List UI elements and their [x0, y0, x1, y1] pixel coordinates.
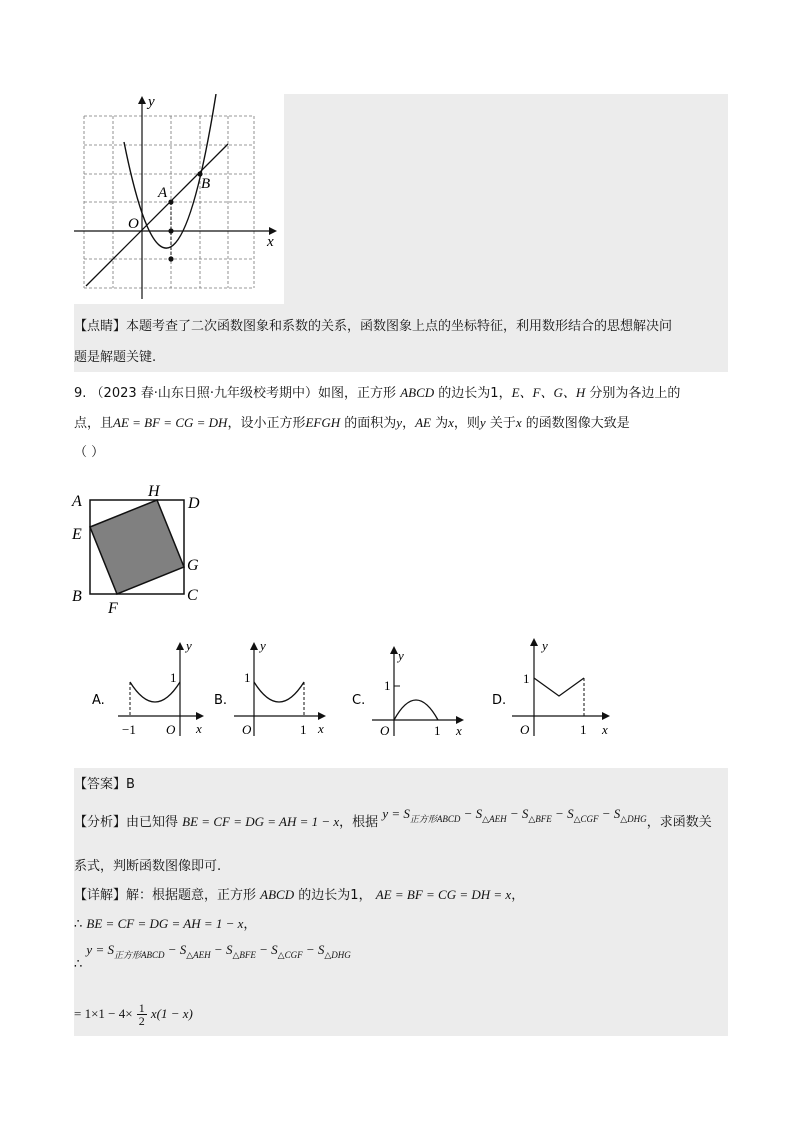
q-text-7: 的面积为 — [344, 416, 397, 431]
option-A-label: A. — [92, 693, 105, 708]
option-B-x-one: 1 — [300, 722, 307, 737]
detail-line-2 — [74, 914, 256, 935]
option-B-one: 1 — [244, 670, 251, 685]
dianjing-text-2: 题是解题关键. — [74, 350, 157, 365]
question-line-3 — [74, 443, 104, 463]
option-C-origin: O — [380, 723, 390, 738]
question-line-1 — [74, 383, 680, 404]
s-symbol: S — [107, 942, 114, 957]
fig-label-C: C — [187, 587, 198, 604]
s-symbol: S — [271, 942, 278, 957]
calc-suffix: x(1 − x) — [150, 1006, 193, 1021]
sub-cgf-2: △CGF — [277, 950, 303, 960]
point-vertex — [168, 256, 173, 261]
q-equal-segments: AE = BF = CG = DH — [113, 415, 228, 430]
question-number: 9. — [74, 386, 87, 401]
sub-abcd: 正方形ABCD — [409, 814, 461, 824]
option-D-one: 1 — [523, 671, 530, 686]
graph-label-B: B — [201, 176, 211, 192]
graph-label-y: y — [148, 94, 155, 110]
q-var-x-2: x — [515, 415, 522, 430]
option-B-graph[interactable] — [212, 636, 342, 746]
analysis-tag: 【分析】 — [74, 815, 127, 830]
question-source: （2023 春·山东日照·九年级校考期中） — [90, 386, 319, 401]
detail-equation: AE = BF = CG = DH = x — [375, 887, 512, 902]
q-var-x: x — [448, 415, 454, 430]
option-C-y: y — [398, 648, 404, 663]
q-text-4: 分别为各边上的 — [589, 386, 681, 401]
option-C-x: x — [456, 723, 462, 738]
detail-text-3: ， — [358, 888, 372, 903]
q-text-3: ， — [498, 386, 512, 401]
analysis-text-4: 系式，判断函数图像即可. — [74, 859, 222, 874]
fraction-numerator: 1 — [138, 1001, 145, 1015]
fig-label-F: F — [108, 600, 118, 617]
q-var-y: y — [396, 415, 403, 430]
option-B-origin: O — [242, 722, 252, 737]
area-formula-1: $y = S_{正方形ABCD} - S_{\triangle AEH} - S_{\triangle BFE} - S_{\triangle CGF} - S_{\triangle DHG}$ — [382, 806, 647, 824]
q-text-1: 如图，正方形 — [318, 386, 397, 401]
q-text-6: ，设小正方形 — [227, 416, 306, 431]
option-D-x: x — [602, 722, 608, 737]
analysis-line-1 — [74, 806, 712, 837]
q-text-9: 为 — [435, 416, 449, 431]
q-var-y-2: y — [479, 415, 486, 430]
fig-label-A: A — [72, 493, 82, 510]
answer-line — [74, 775, 135, 795]
detail-text-1: 解：根据题意，正方形 — [126, 888, 257, 903]
therefore-symbol-2: ∴ — [74, 957, 83, 972]
detail-text-2: 的边长为 — [298, 888, 351, 903]
option-B-label: B. — [214, 693, 228, 708]
analysis-text-3: ，求函数关 — [646, 815, 712, 830]
q-text-8: ， — [402, 416, 416, 431]
detail-line-1 — [74, 885, 524, 906]
s-symbol: S — [403, 806, 410, 821]
detail-line-4 — [74, 1002, 193, 1027]
option-D-graph[interactable] — [490, 630, 625, 745]
sub-aeh-2: △AEH — [186, 950, 211, 960]
option-A-origin: O — [166, 722, 176, 737]
sub-dhg: △DHG — [620, 814, 647, 824]
q-text-2: 的边长为 — [438, 386, 491, 401]
dianjing-line-2 — [74, 348, 156, 368]
graph-label-origin: O — [128, 216, 139, 232]
option-D-x-one: 1 — [580, 722, 587, 737]
fraction-half — [137, 1002, 147, 1027]
option-B-y: y — [260, 638, 266, 653]
analysis-line-2 — [74, 857, 221, 877]
q-square-name: ABCD — [400, 385, 435, 400]
parabola-line-graph — [74, 94, 284, 304]
q-text-5: 点，且 — [74, 416, 114, 431]
option-B-x: x — [318, 721, 324, 736]
point-axis — [168, 228, 173, 233]
s-symbol: S — [613, 806, 621, 821]
analysis-text-2: ，根据 — [339, 815, 379, 830]
answer-parentheses: （ ） — [74, 445, 105, 460]
q-text-11: 关于 — [489, 416, 516, 431]
q-ae: AE — [415, 415, 431, 430]
q-small-square: EFGH — [305, 415, 341, 430]
sub-cgf: △CGF — [573, 814, 599, 824]
sub-abcd-2: 正方形ABCD — [113, 950, 165, 960]
q-points: E、F、G、H — [511, 385, 586, 400]
s-symbol: S — [475, 806, 483, 821]
option-C-graph[interactable] — [350, 636, 480, 746]
point-A — [168, 199, 173, 204]
dianjing-line-1 — [74, 317, 672, 337]
q-text-12: 的函数图像大致是 — [525, 416, 630, 431]
detail-text-4: ， — [511, 888, 525, 903]
analysis-text-1: 由已知得 — [126, 815, 179, 830]
fig-label-D: D — [188, 495, 200, 512]
fig-label-G: G — [187, 557, 199, 574]
graph-label-A: A — [158, 185, 168, 201]
dianjing-tag: 【点睛】 — [74, 319, 127, 334]
calc-prefix: = 1×1 − 4× — [74, 1006, 133, 1021]
s-symbol: S — [225, 942, 233, 957]
option-A-x: x — [196, 721, 202, 736]
detail-line-3 — [74, 942, 351, 972]
s-symbol: S — [317, 942, 325, 957]
area-formula-2: $y = S_{正方形ABCD} - S_{\triangle AEH} - S_{\triangle BFE} - S_{\triangle CGF} - S_{\triangle DHG}$ — [86, 942, 351, 960]
option-C-x-one: 1 — [434, 723, 441, 738]
option-C-label: C. — [352, 693, 366, 708]
answer-value: B — [126, 777, 135, 792]
option-C-one: 1 — [384, 678, 391, 693]
option-A-one: 1 — [170, 670, 177, 685]
option-A-y: y — [186, 638, 192, 653]
q-text-10: ，则 — [453, 416, 480, 431]
therefore-symbol: ∴ — [74, 917, 83, 932]
question-line-2 — [74, 413, 630, 434]
dianjing-text-1: 本题考查了二次函数图象和系数的关系，函数图象上点的坐标特征，利用数形结合的思想解决问 — [126, 319, 673, 334]
answer-tag: 【答案】 — [74, 777, 127, 792]
detail-equation-2: BE = CF = DG = AH = 1 − x — [86, 916, 244, 931]
graph-label-x: x — [267, 234, 274, 250]
sub-aeh: △AEH — [482, 814, 507, 824]
option-D-y: y — [542, 638, 548, 653]
detail-tag: 【详解】 — [74, 888, 127, 903]
q-side: 1 — [490, 386, 499, 401]
detail-end: ， — [243, 917, 257, 932]
option-A-graph[interactable] — [90, 636, 220, 746]
square-figure — [70, 478, 210, 618]
fig-label-B: B — [72, 588, 82, 605]
option-D-label: D. — [492, 693, 507, 708]
s-symbol: S — [567, 806, 574, 821]
s-symbol: S — [521, 806, 529, 821]
sub-bfe: △BFE — [528, 814, 552, 824]
detail-one: 1 — [350, 888, 359, 903]
option-A-neg-one: −1 — [122, 722, 136, 737]
sub-bfe-2: △BFE — [232, 950, 256, 960]
analysis-equation: BE = CF = DG = AH = 1 − x — [182, 814, 340, 829]
fig-label-H: H — [148, 483, 160, 500]
fig-label-E: E — [72, 526, 82, 543]
fraction-denominator: 2 — [138, 1014, 145, 1028]
option-D-origin: O — [520, 722, 530, 737]
detail-square: ABCD — [260, 887, 295, 902]
s-symbol: S — [179, 942, 187, 957]
sub-dhg-2: △DHG — [324, 950, 351, 960]
